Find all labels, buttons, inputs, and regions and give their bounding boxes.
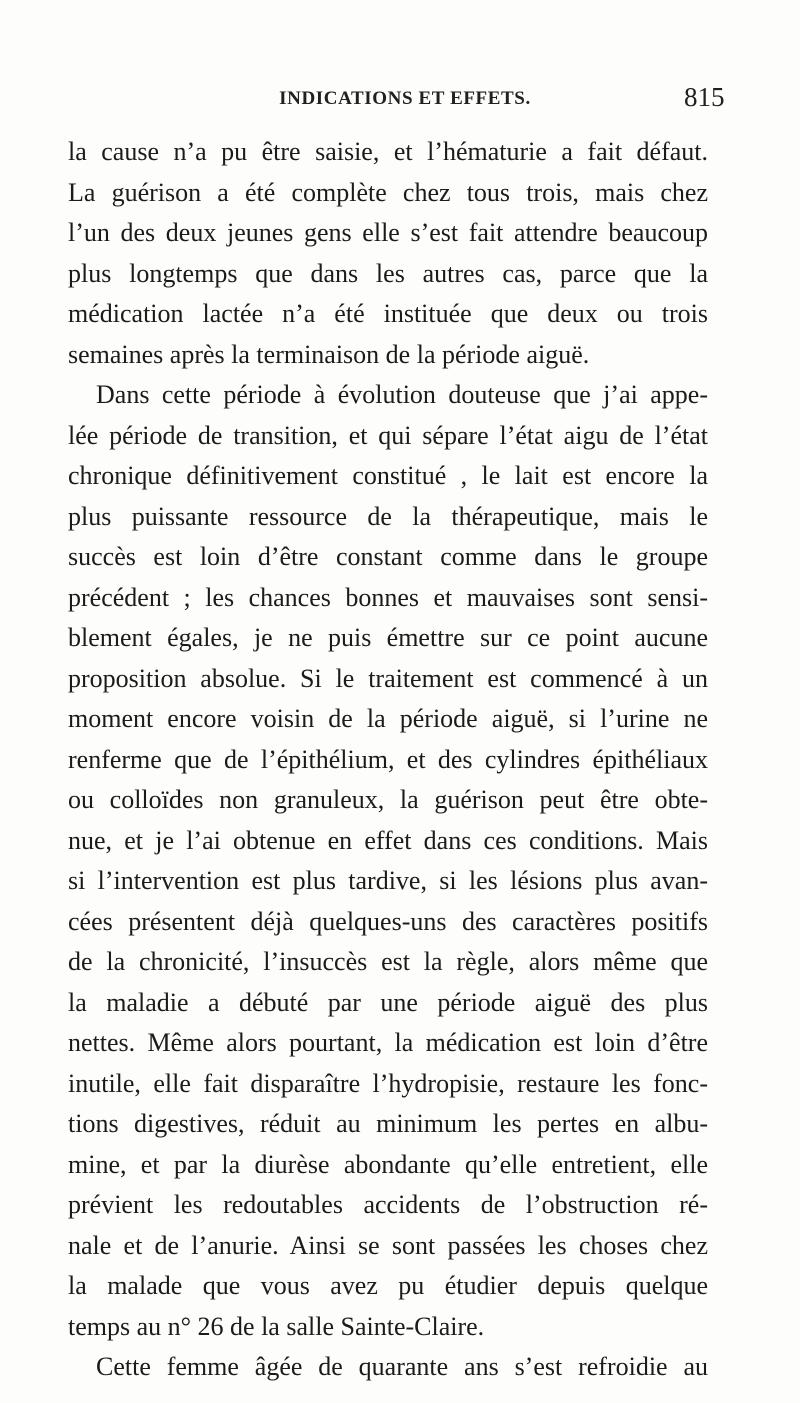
text-line: prévient les redoutables accidents de l’obstruction ré- [68,1190,708,1219]
text-line: proposition absolue. Si le traitement est commencé à un [68,663,708,693]
text-line: ou colloïdes non granuleux, la guérison peut être obte- [68,785,708,814]
text-line: de la chronicité, l’insuccès est la règle, alors même que [68,947,708,976]
text-line: précédent ; les chances bonnes et mauvaises sont sensi- [68,582,708,612]
text-line: lée période de transition, et qui sépare l’état aigu de l’état [68,420,708,450]
page-number: 815 [684,82,725,112]
text-line: chronique définitivement constitué , le lait est encore la [68,461,708,490]
text-line: inutile, elle fait disparaître l’hydropisie, restaure les fonc- [68,1068,708,1098]
text-line: Cette femme âgée de quarante ans s’est refroidie au [96,1352,708,1381]
text-line: l’un des deux jeunes gens elle s’est fait attendre beaucoup [68,218,708,247]
text-line: si l’intervention est plus tardive, si les lésions plus avan- [68,866,708,895]
text-line: semaines après la terminaison de la période aiguë. [68,339,590,369]
text-line: Dans cette période à évolution douteuse que j’ai appe- [96,380,708,409]
text-line: la cause n’a pu être saisie, et l’hématurie a fait défaut. [68,137,708,166]
text-line: blement égales, je ne puis émettre sur ce point aucune [68,623,708,652]
text-line: nettes. Même alors pourtant, la médication est loin d’être [68,1028,708,1057]
text-line: plus longtemps que dans les autres cas, parce que la [68,258,708,288]
text-line: renferme que de l’épithélium, et des cylindres épithéliaux [68,744,708,774]
text-line: la malade que vous avez pu étudier depuis quelque [68,1271,708,1300]
text-line: succès est loin d’être constant comme dans le groupe [68,542,708,571]
text-line: cées présentent déjà quelques-uns des caractères positifs [68,906,708,936]
text-line: plus puissante ressource de la thérapeutique, mais le [68,501,708,531]
text-line: mine, et par la diurèse abondante qu’elle entretient, elle [68,1149,708,1179]
text-line: la maladie a débuté par une période aiguë des plus [68,987,708,1017]
body-text [68,132,708,1388]
running-head: INDICATIONS ET EFFETS. [279,88,531,109]
text-line: tions digestives, réduit au minimum les pertes en albu- [68,1109,708,1138]
text-line: moment encore voisin de la période aiguë, si l’urine ne [68,704,708,733]
text-line: nale et de l’anurie. Ainsi se sont passées les choses chez [68,1230,708,1260]
text-line: nue, et je l’ai obtenue en effet dans ces conditions. Mais [68,825,708,855]
text-line: temps au n° 26 de la salle Sainte-Claire. [68,1311,485,1341]
text-line: La guérison a été complète chez tous trois, mais chez [68,177,708,207]
text-line: médication lactée n’a été instituée que deux ou trois [68,299,708,328]
